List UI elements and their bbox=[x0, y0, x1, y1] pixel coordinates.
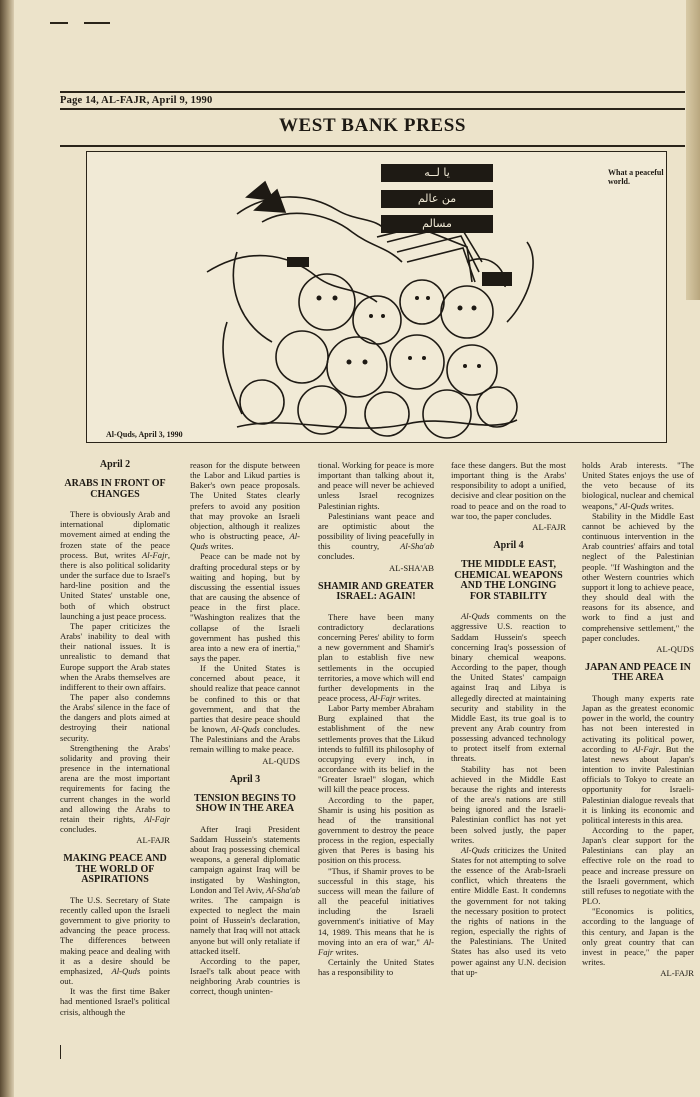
paragraph: Al-Quds comments on the aggressive U.S. reaction to Saddam Hussein's speech concerning Iraq's possession of binary chemical weapons. According to the paper, though the United States' campaign against Iraq and Libya is allegedly directed at maintaining security and stability in the Middle East, its true goal is to prevent any Arab country from possessing advanced technology to protect itself from external threats. bbox=[451, 611, 566, 764]
header-bottom-rule bbox=[60, 108, 685, 110]
page-header: Page 14, AL-FAJR, April 9, 1990 bbox=[60, 95, 213, 106]
header-top-rule bbox=[60, 91, 685, 93]
paragraph: The paper also condemns the Arabs' silence in the face of the dangers and plots aimed at destroying their national security. bbox=[60, 691, 170, 743]
paragraph: "Economics is politics, according to the language of this century, and Japan is the only great country that can invest in peace," the paper writes. bbox=[582, 906, 694, 968]
margin-mark bbox=[60, 1045, 61, 1059]
paragraph: If the United States is concerned about peace, it should realize that peace cannot be confined to this or that government, and that the parties that desire peace should be known, Al-Quds concludes. The Palestinians and the Arabs remain willing to make peace. bbox=[190, 663, 300, 755]
top-mark bbox=[84, 22, 110, 24]
editorial-cartoon bbox=[86, 151, 667, 443]
paragraph: According to the paper, Israel's talk about peace with neighboring Arab countries is correct, though uninten- bbox=[190, 955, 300, 997]
source-credit: AL-SHA'AB bbox=[389, 562, 434, 573]
paragraph: After Iraqi President Saddam Hussein's statements about Iraq possessing chemical weapons, a general diplomatic campaign against Iraq will be instigated by Washington, London and Tel Aviv, Al-Sha'ab writes. The campaign is expected to neglect the main point of Hussein's declaration, namely that Iraq will not attack anyone but will only retaliate if attacked itself. bbox=[190, 823, 300, 956]
cartoon-caption-english: What a peaceful world. bbox=[608, 168, 664, 186]
source-credit: AL-FAJR bbox=[136, 835, 170, 846]
arabic-caption-line: يا لــه bbox=[381, 164, 493, 182]
article-headline: THE MIDDLE EAST, CHEMICAL WEAPONS AND THE LONGING FOR STABILITY bbox=[454, 559, 563, 602]
paragraph: According to the paper, Shamir is using his position as head of the transitional government to destroy the peace process in the region, especially given that Peres is basing his position on this process. bbox=[318, 794, 434, 866]
paragraph: Peace can be made not by drafting procedural steps or by waiting and hoping, but by discussing the essential issues that are causing the absence of peace in the first place. "Washington realizes that the collapse of the Israeli government has pushed this area into a new era of inertia," says the paper. bbox=[190, 551, 300, 663]
source-credit: AL-QUDS bbox=[262, 755, 300, 766]
paragraph: There have been many contradictory declarations concerning Peres' ability to form a new government and Shamir's plan to establish five new settlements in the occupied territories, a move which will end further developments in the peace process, Al-Fajr writes. bbox=[318, 611, 434, 703]
paragraph: "Thus, if Shamir proves to be successful in this stage, his success will mean the failure of all the peaceful initiatives including the Israeli government's initiative of May 14, 1989. This means that he is moving into an era of war," Al-Fajr writes. bbox=[318, 865, 434, 957]
column-1 bbox=[60, 460, 170, 1017]
paragraph: Stability in the Middle East cannot be achieved by the continuous intervention in the Arab countries' affairs and total neglect of the Palestinian people. "If Washington and the other Western countries which support it long to achieve peace, they should deal with the reasons for its absence, and work to find a just and comprehensive settlement," the paper concludes. bbox=[582, 510, 694, 643]
paragraph: It was the first time Baker had mentioned Israel's political crisis, although the bbox=[60, 986, 170, 1017]
paragraph: There is obviously Arab and international diplomatic movement aimed at ending the frozen state of the peace process. But, writes Al-Fajr, there is also political solidarity under the surface due to Israel's hard-line position and the United States' unstable one, both of which obstruct launching a just peace process. bbox=[60, 509, 170, 621]
top-mark bbox=[50, 22, 68, 24]
source-credit: AL-QUDS bbox=[656, 643, 694, 654]
arabic-caption-line: مسالم bbox=[381, 215, 493, 233]
title-rule bbox=[60, 145, 685, 147]
paragraph: Strengthening the Arabs' solidarity and proving their presence in the international arena are the most important requirements for facing the current changes in the world and allowing the Arabs to retain their rights, Al-Fajr concludes. bbox=[60, 742, 170, 834]
date-heading: April 2 bbox=[99, 459, 131, 470]
column-4 bbox=[451, 460, 566, 977]
article-headline: JAPAN AND PEACE IN THE AREA bbox=[585, 661, 691, 684]
date-heading: April 3 bbox=[229, 773, 261, 785]
paragraph: face these dangers. But the most important thing is the Arabs' responsibility to adopt a unified, decisive and clear position on the road to peace and on the road to war too, the paper concludes. bbox=[451, 460, 566, 521]
column-3 bbox=[318, 460, 434, 977]
arabic-caption-line: من عالم bbox=[381, 190, 493, 208]
cartoon-credit: Al-Quds, April 3, 1990 bbox=[106, 430, 183, 439]
paragraph: Al-Quds criticizes the United States for not attempting to solve the essence of the Arab-Israeli conflict, which threatens the entire Middle East. It condemns the government for not taking the necessary position to protect the rights of nations in the region, especially the rights of the Palestinians. The United States has also used its veto power against any U.N. decision that up- bbox=[451, 844, 566, 977]
paragraph: tional. Working for peace is more important than talking about it, and peace will never be achieved unless Israel recognizes Palestinian rights. bbox=[318, 460, 434, 511]
paragraph: According to the paper, Japan's clear support for the Palestinians can play an effective role on the road to peace and increase pressure on the Israeli government, which still refuses to negotiate with the PLO. bbox=[582, 825, 694, 907]
paragraph: Labor Party member Abraham Burg explained that the establishment of the new settlements proves that the Likud intends to fulfill its philosophy of occupying every inch, in accordance with its belief in the "Greater Israel" slogan, which will kill the peace process. bbox=[318, 703, 434, 795]
page-edge bbox=[686, 0, 700, 300]
paragraph: holds Arab interests. "The United States enjoys the use of the veto because of its biological, nuclear and chemical weapons," Al-Quds writes. bbox=[582, 460, 694, 511]
paragraph: Stability has not been achieved in the Middle East because the rights and interests of the area's nations are still being ignored and the Israeli-Palestinian conflict has not yet been solved justly, the paper writes. bbox=[451, 763, 566, 845]
source-credit: AL-FAJR bbox=[660, 968, 694, 979]
paragraph: The paper criticizes the Arabs' inability to deal with their national issues. It is unrealistic to demand that Europe support the Arab states when the Arabs themselves are indifferent to their own affairs. bbox=[60, 620, 170, 692]
paragraph: reason for the dispute between the Labor and Likud parties is Baker's own peace proposals. The United States clearly prefers to avoid any position that may provoke an Israeli objection, although it realizes who is obstructing peace, Al-Quds writes. bbox=[190, 460, 300, 552]
paragraph: Though many experts rate Japan as the greatest economic power in the world, the country has not been interested in activating its political power, according to Al-Fajr. But the latest news about Japan's intention to invite Palestinian officials to Tokyo to create an opportunity for Israeli-Palestinian dialogue reveals that it is linking its economic and political interests in this area. bbox=[582, 692, 694, 825]
section-title: WEST BANK PRESS bbox=[278, 115, 467, 136]
article-headline: SHAMIR AND GREATER ISRAEL: AGAIN! bbox=[318, 580, 434, 603]
book-binding bbox=[0, 0, 14, 1097]
paragraph: Palestinians want peace and are optimistic about the possibility of living peacefully in this country, Al-Sha'ab concludes. bbox=[318, 510, 434, 562]
date-heading: April 4 bbox=[493, 540, 524, 552]
article-headline: TENSION BEGINS TO SHOW IN THE AREA bbox=[194, 792, 296, 815]
paragraph: The U.S. Secretary of State recently called upon the Israeli government to give priority to advancing the peace process. The differences between making peace and dealing with it as a desire should be emphasized, Al-Quds points out. bbox=[60, 894, 170, 987]
column-5 bbox=[582, 460, 694, 987]
article-headline: ARABS IN FRONT OF CHANGES bbox=[64, 478, 166, 500]
cartoon-drawing bbox=[87, 152, 667, 443]
column-2 bbox=[190, 460, 300, 997]
paragraph: Certainly the United States has a responsibility to bbox=[318, 957, 434, 978]
source-credit: AL-FAJR bbox=[532, 521, 566, 532]
article-headline: MAKING PEACE AND THE WORLD OF ASPIRATIONS bbox=[63, 853, 167, 886]
